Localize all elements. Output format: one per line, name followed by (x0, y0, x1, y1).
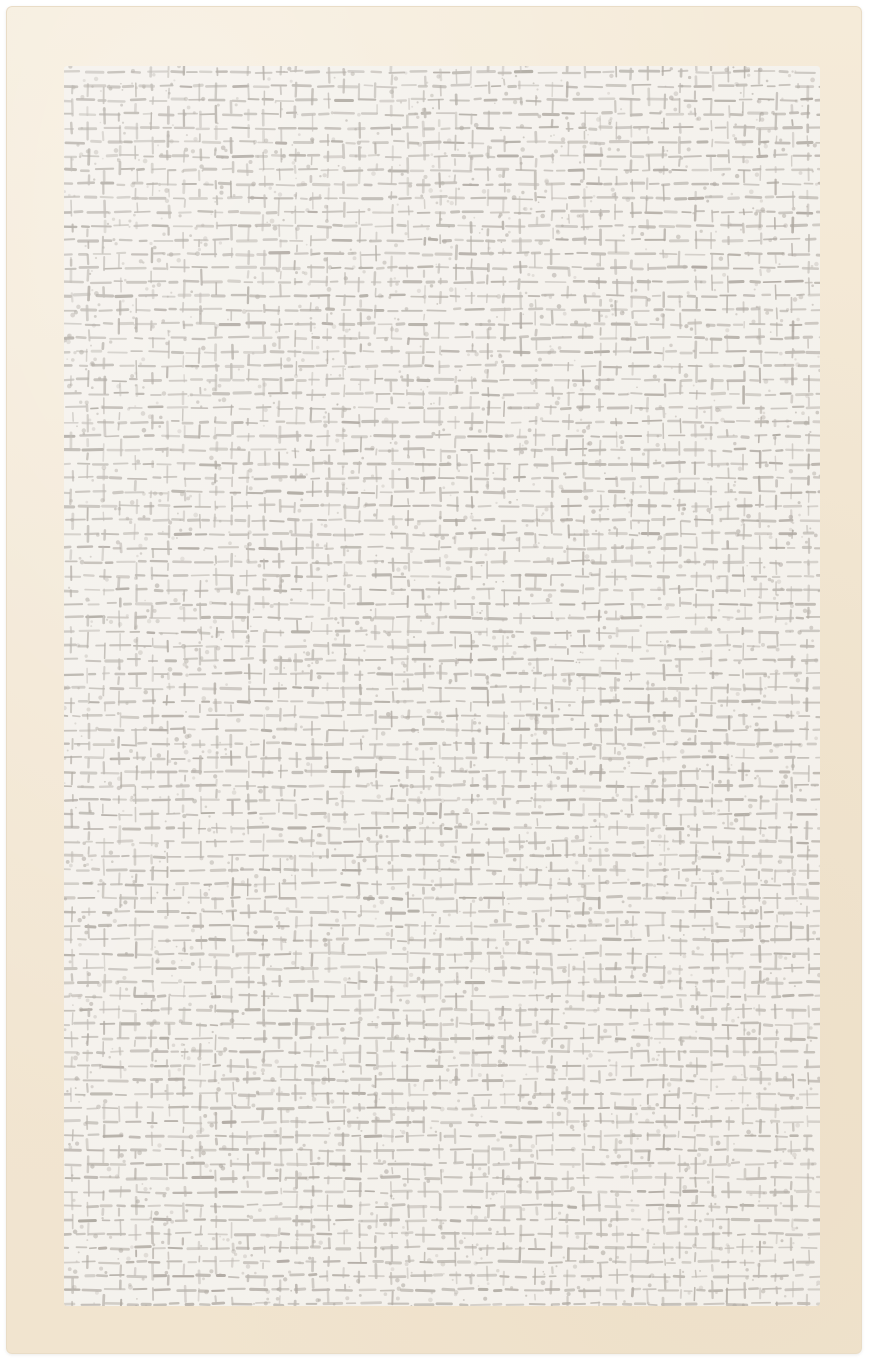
crosshatch-weave-pattern (64, 66, 820, 1306)
rug-field-crosshatch (64, 66, 820, 1306)
rug (6, 6, 862, 1354)
